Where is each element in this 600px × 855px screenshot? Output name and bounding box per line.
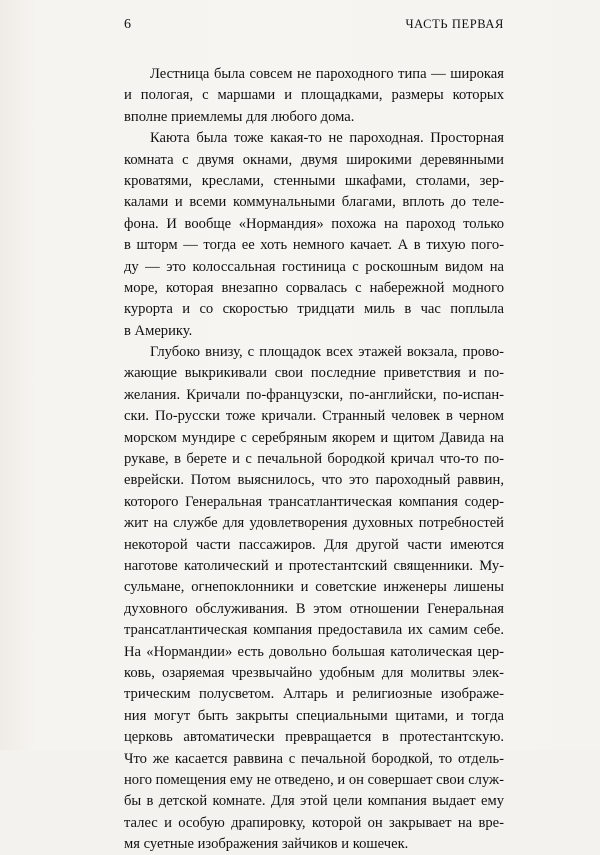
text-line: фона. И вообще «Нормандия» похожа на пароход только [124, 215, 504, 232]
text-line: в шторм — тогда ее хоть немного качает. А в тихую пого- [124, 237, 504, 254]
text-line: сульмане, огнепоклонники и советские инженеры лишены [124, 579, 504, 596]
text-line: талес и особую драпировку, которой он закрывает на вре- [124, 814, 504, 831]
text-line: морском мундире с серебряным якорем и щитом Давида на [124, 429, 504, 446]
paragraph [124, 342, 504, 855]
text-line: вполне приемлемы для любого дома. [124, 108, 355, 125]
text-line: трическим полусветом. Алтарь и религиозные изображе- [124, 686, 504, 703]
text-line: трансатлантическая компания предоставила их самим себе. [124, 622, 504, 639]
text-line: ного помещения ему не отведено, и он совершает свои служ- [124, 771, 504, 788]
text-line: На «Нормандии» есть довольно большая католическая цер- [124, 643, 504, 660]
text-line: Что же касается раввина с печальной бородкой, то отдель- [124, 750, 504, 767]
text-line: и пологая, с маршами и площадками, размеры которых [124, 87, 504, 104]
text-line: ковь, озаряемая чрезвычайно удобным для молитвы элек- [124, 664, 504, 681]
text-line: наготове католический и протестантский священники. Му- [124, 557, 504, 574]
body-text [124, 64, 504, 855]
text-line: комната с двумя окнами, двумя широкими деревянными [124, 151, 504, 168]
text-line: церковь автоматически превращается в протестантскую. [124, 729, 504, 746]
text-line: калами и всеми коммунальными благами, вплоть до теле- [124, 194, 504, 211]
text-line: рукаве, в берете и с печальной бородкой кричал что-то по- [124, 451, 504, 468]
text-line: Глубоко внизу, с площадок всех этажей вокзала, прово- [150, 344, 504, 361]
text-line: Лестница была совсем не пароходного типа — широкая [150, 66, 504, 82]
text-line: еврейски. Потом выяснилось, что это пароходный раввин, [124, 472, 504, 489]
text-line: курорта и со скоростью тридцати миль в час поплыла [124, 301, 504, 318]
text-line: море, которая внезапно сорвалась с набережной модного [124, 279, 504, 296]
text-line: ски. По-русски тоже кричали. Странный человек в черном [124, 408, 504, 425]
text-line: в Америку. [124, 322, 193, 339]
text-line: Каюта была тоже какая-то не пароходная. Просторная [150, 130, 504, 147]
paragraph [124, 64, 504, 128]
running-head [124, 17, 504, 35]
text-line: жит на службе для удовлетворения духовных потребностей [124, 515, 504, 532]
text-line: которого Генеральная трансатлантическая компания содер- [124, 493, 504, 510]
text-line: жающие выкрикивали свои последние приветствия и по- [124, 365, 504, 382]
text-line: духовного обслуживания. В этом отношении Генеральная [124, 600, 504, 617]
part-title: ЧАСТЬ ПЕРВАЯ [405, 17, 504, 31]
text-line: некоторой части пассажиров. Для другой части имеются [124, 536, 504, 553]
text-line: желания. Кричали по-французски, по-английски, по-испан- [124, 386, 504, 403]
text-line: бы в детской комнате. Для этой цели компания выдает ему [124, 793, 504, 810]
page-number: 6 [124, 17, 132, 32]
text-line: мя суетные изображения зайчиков и кошечек. [124, 836, 409, 853]
text-line: кроватями, креслами, стенными шкафами, столами, зер- [124, 172, 504, 189]
text-line: ду — это колоссальная гостиница с роскошным видом на [124, 258, 504, 275]
text-line: ния могут быть закрыты специальными щитами, и тогда [124, 707, 504, 724]
paragraph [124, 128, 504, 342]
